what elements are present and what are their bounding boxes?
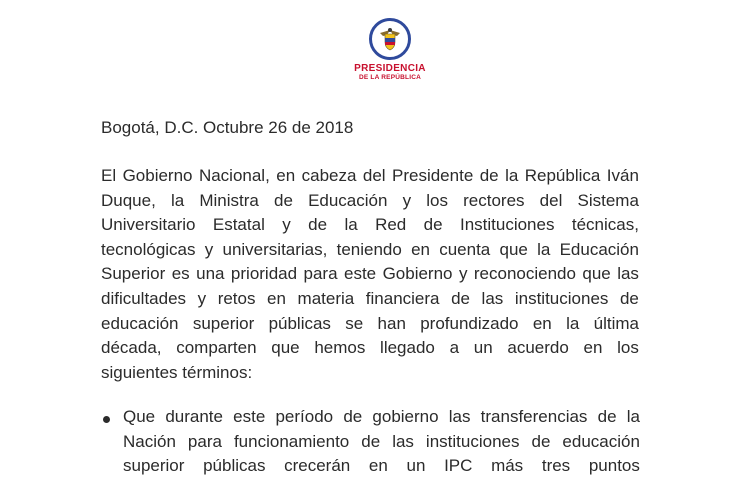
paragraph-line	[101, 262, 639, 287]
word: la	[537, 239, 551, 259]
word: las	[448, 407, 471, 426]
word: Gobierno	[382, 264, 453, 284]
paragraph-line	[101, 238, 639, 263]
word: Red	[375, 215, 407, 235]
word: la	[566, 313, 580, 333]
word: Instituciones	[459, 215, 555, 235]
word: del	[362, 166, 386, 185]
paragraph-line	[101, 164, 639, 189]
letter-date: Bogotá, D.C. Octubre 26 de 2018	[101, 118, 354, 137]
word: los	[617, 338, 639, 358]
word: y	[282, 215, 291, 235]
word: en	[411, 239, 430, 259]
paragraph-line	[101, 213, 639, 238]
word: un	[473, 338, 493, 358]
paragraph-line: siguientes términos:	[101, 362, 253, 382]
word: funcionamiento	[233, 431, 350, 451]
word: década,	[101, 338, 162, 358]
word: universitarias,	[222, 239, 328, 259]
word: la	[505, 166, 519, 185]
word: que	[582, 264, 611, 284]
word: cuenta	[439, 239, 491, 259]
word: públicas	[268, 313, 331, 333]
word: Presidente	[392, 166, 474, 185]
word: Estatal	[212, 215, 265, 235]
word: prioridad	[230, 264, 298, 284]
paragraph-line	[101, 336, 639, 361]
word: de	[343, 407, 363, 426]
word: retos	[217, 288, 256, 308]
word: de	[423, 215, 443, 235]
word: Superior	[101, 264, 166, 284]
word: período	[275, 407, 334, 426]
colombia-coat-of-arms-icon	[369, 18, 411, 60]
word: puntos	[588, 456, 640, 476]
word: República	[524, 166, 601, 185]
paragraph-line	[101, 189, 639, 214]
word: en	[583, 338, 603, 358]
word: durante	[165, 407, 223, 426]
word: instituciones	[425, 431, 520, 451]
word: superior	[123, 456, 185, 476]
word: El	[101, 166, 117, 185]
word: rectores	[463, 190, 525, 210]
word: se	[345, 313, 364, 333]
word: profundizado	[420, 313, 519, 333]
word: comparten	[176, 338, 257, 358]
paragraph-line	[101, 312, 639, 337]
word: técnicas,	[571, 215, 639, 235]
bullet-icon	[103, 416, 110, 423]
word: Que	[123, 407, 156, 426]
word: en	[267, 288, 286, 308]
word: las	[392, 431, 414, 451]
word: crecerán	[284, 456, 351, 476]
word: tecnológicas	[101, 239, 196, 259]
word: para	[303, 264, 338, 284]
word: las	[617, 264, 639, 284]
word: educación	[562, 431, 640, 451]
word: para	[187, 431, 222, 451]
presidency-logo	[340, 18, 440, 82]
word: y	[204, 239, 214, 259]
word: transferencias	[480, 407, 588, 426]
word: Gobierno	[122, 166, 193, 185]
word: IPC	[444, 456, 473, 476]
bullet-line	[123, 405, 640, 430]
word: más	[491, 456, 524, 476]
paragraph-line	[101, 287, 639, 312]
word: de	[361, 431, 381, 451]
word: este	[233, 407, 266, 426]
word: tres	[541, 456, 571, 476]
word: instituciones	[514, 288, 609, 308]
word: la	[170, 190, 185, 210]
word: llegado	[380, 338, 435, 358]
word: de	[451, 288, 470, 308]
presidency-subtitle: DE LA REPÚBLICA	[359, 74, 421, 81]
word: públicas	[203, 456, 266, 476]
word: que	[499, 239, 528, 259]
word: acuerdo	[507, 338, 569, 358]
word: educación	[101, 313, 179, 333]
word: han	[377, 313, 406, 333]
word: de	[479, 166, 499, 185]
word: que	[271, 338, 300, 358]
word: de	[308, 215, 328, 235]
word: una	[196, 264, 225, 284]
word: Nación	[123, 431, 176, 451]
word: un	[406, 456, 426, 476]
word: y	[197, 288, 207, 308]
word: financiera	[365, 288, 440, 308]
word: materia	[297, 288, 355, 308]
word: de	[531, 431, 551, 451]
word: hemos	[314, 338, 366, 358]
bullet-line	[123, 430, 640, 455]
word: Iván	[606, 166, 639, 185]
bullet-item	[123, 405, 640, 479]
word: Duque,	[101, 190, 156, 210]
word: Nacional,	[198, 166, 270, 185]
word: Universitario	[101, 215, 196, 235]
word: última	[593, 313, 639, 333]
bullet-line	[123, 454, 640, 479]
word: gobierno	[372, 407, 439, 426]
word: las	[481, 288, 504, 308]
word: de	[274, 190, 293, 210]
word: Sistema	[577, 190, 639, 210]
word: y	[402, 190, 412, 210]
word: a	[449, 338, 460, 358]
word: superior	[192, 313, 255, 333]
word: la	[344, 215, 358, 235]
word: Educación	[308, 190, 388, 210]
word: Educación	[559, 239, 639, 259]
word: en	[276, 166, 296, 185]
word: reconociendo	[473, 264, 576, 284]
word: cabeza	[301, 166, 357, 185]
main-paragraph	[101, 164, 639, 385]
word: del	[539, 190, 563, 210]
word: de	[597, 407, 617, 426]
word: en	[368, 456, 388, 476]
word: dificultades	[101, 288, 187, 308]
word: y	[458, 264, 468, 284]
word: este	[343, 264, 377, 284]
word: la	[626, 407, 640, 426]
word: es	[171, 264, 190, 284]
word: los	[426, 190, 448, 210]
word: teniendo	[336, 239, 402, 259]
word: Ministra	[199, 190, 259, 210]
presidency-title: PRESIDENCIA	[354, 63, 426, 74]
word: en	[532, 313, 552, 333]
word: de	[619, 288, 639, 308]
